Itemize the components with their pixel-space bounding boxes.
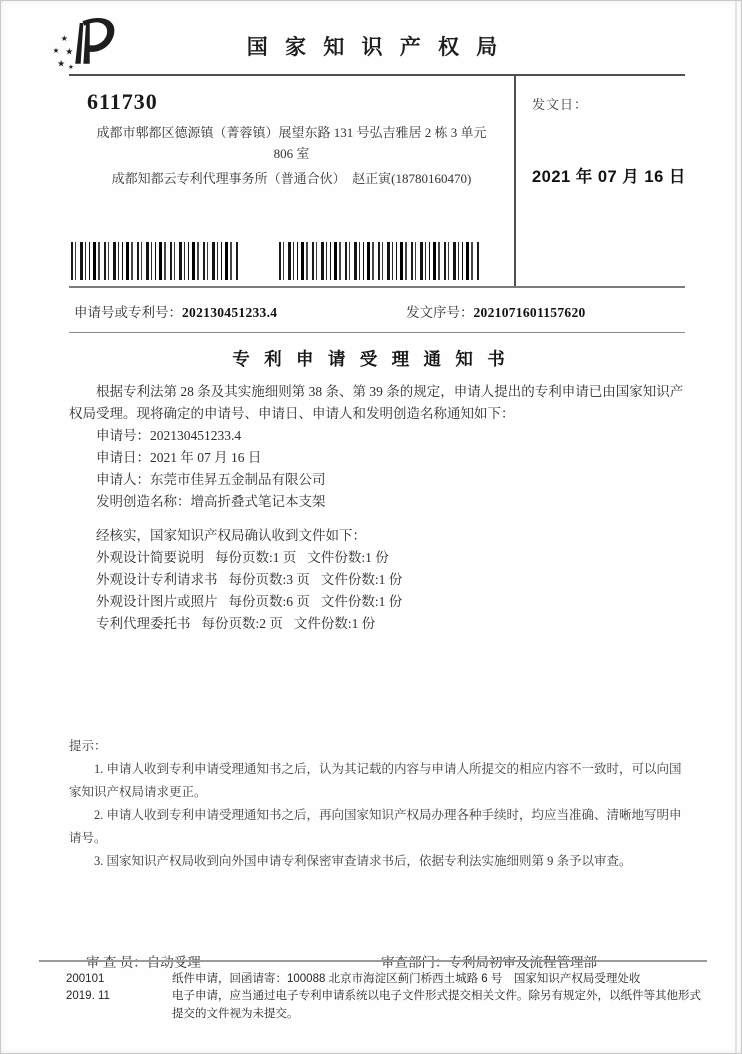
document-footer [39, 960, 707, 1024]
cnipa-logo-icon [49, 13, 125, 71]
file-copies: 文件份数:1 份 [320, 594, 403, 609]
field-application-date [69, 447, 685, 469]
file-name: 外观设计图片或照片 [96, 594, 218, 609]
received-files-intro: 经核实，国家知识产权局确认收到文件如下： [96, 528, 366, 543]
tip-item: 2. 申请人收到专利申请受理通知书之后，再向国家知识产权局办理各种手续时，均应当准确、清晰地写明申请号。 [69, 808, 682, 845]
serial-number-label: 发文序号： [406, 305, 474, 320]
notice-title: 专 利 申 请 受 理 通 知 书 [232, 349, 510, 369]
issue-date-value: 2021 年 07 月 16 日 [532, 168, 686, 186]
top-section [69, 74, 685, 288]
address-line-2: 806 室 [273, 146, 310, 161]
file-copies: 文件份数:1 份 [293, 616, 376, 631]
examiner-label: 审 查 员： [86, 955, 147, 970]
received-file-row [69, 547, 685, 569]
field-label: 发明创造名称： [96, 494, 191, 509]
serial-number [406, 301, 586, 321]
intro-paragraph: 根据专利法第 28 条及其实施细则第 38 条、第 39 条的规定，申请人提出的专利申请已由国家知识产权局受理。现将确定的申请号、申请日、申请人和发明创造名称通知如下： [69, 384, 684, 421]
file-name: 外观设计简要说明 [96, 550, 204, 565]
org-title: 国 家 知 识 产 权 局 [246, 35, 504, 59]
footer-form-codes [66, 971, 132, 1024]
field-label: 申请日： [96, 450, 150, 465]
field-value: 东莞市佳昇五金制品有限公司 [150, 472, 326, 487]
department-label: 审查部门： [381, 955, 449, 970]
department-value: 专利局初审及流程管理部 [448, 955, 597, 970]
field-application-no [69, 425, 685, 447]
issue-date-label: 发文日： [532, 97, 589, 112]
field-value: 增高折叠式笔记本支架 [190, 494, 326, 509]
svg-text:★: ★ [52, 46, 60, 55]
application-number-value: 202130451233.4 [182, 305, 278, 320]
barcode-icon [71, 242, 239, 280]
file-name: 外观设计专利请求书 [96, 572, 218, 587]
file-pages: 每份页数:2 页 [201, 616, 283, 631]
field-label: 申请号： [96, 428, 150, 443]
notice-body [69, 381, 685, 635]
svg-text:★: ★ [65, 46, 74, 57]
file-pages: 每份页数:1 页 [215, 550, 297, 565]
tips-section [69, 735, 691, 873]
file-copies: 文件份数:1 份 [320, 572, 403, 587]
tip-item: 3. 国家知识产权局收到向外国申请专利保密审查请求书后，依据专利法实施细则第 9 条予以审查。 [94, 854, 632, 868]
barcode-group [71, 242, 479, 280]
agency-line: 成都知都云专利代理事务所（普通合伙） 赵正寅(18780160470) [111, 171, 472, 186]
application-number [74, 301, 406, 321]
form-code-date: 2019. 11 [66, 990, 110, 1002]
numbers-row [69, 288, 685, 333]
recipient-address-block [69, 76, 514, 286]
received-file-row [69, 569, 685, 591]
field-label: 申请人： [96, 472, 150, 487]
file-pages: 每份页数:6 页 [228, 594, 310, 609]
footer-electronic-line: 电子申请，应当通过电子专利申请系统以电子文件形式提交相关文件。除另有规定外，以纸件等其他形式提交的文件视为未提交。 [172, 990, 701, 1020]
field-applicant [69, 469, 685, 491]
svg-text:★: ★ [60, 34, 69, 44]
footer-paper-line: 纸件申请，回函请寄：100088 北京市海淀区蓟门桥西土城路 6 号 国家知识产权局受理处收 [172, 972, 641, 985]
svg-text:★: ★ [57, 58, 66, 69]
file-pages: 每份页数:3 页 [228, 572, 310, 587]
received-file-row [69, 591, 685, 613]
field-value: 202130451233.4 [150, 428, 242, 443]
svg-text:★: ★ [67, 64, 74, 71]
field-value: 2021 年 07 月 16 日 [150, 450, 262, 465]
form-code: 200101 [66, 972, 105, 985]
postal-code: 611730 [87, 89, 158, 114]
serial-number-value: 2021071601157620 [473, 305, 586, 320]
file-name: 专利代理委托书 [96, 616, 191, 631]
issue-date-box [514, 76, 685, 286]
received-file-row [69, 613, 685, 635]
field-invention-name [69, 491, 685, 513]
address-line-1: 成都市郫都区德源镇（菁蓉镇）展望东路 131 号弘吉雅居 2 栋 3 单元 [96, 125, 487, 140]
application-number-label: 申请号或专利号： [74, 305, 182, 320]
examiner-value: 自动受理 [146, 955, 201, 970]
footer-instructions [132, 971, 707, 1024]
file-copies: 文件份数:1 份 [307, 550, 389, 565]
document-header [1, 1, 741, 74]
tip-item: 1. 申请人收到专利申请受理通知书之后，认为其记载的内容与申请人所提交的相应内容不一致时，可以向国家知识产权局请求更正。 [69, 762, 682, 799]
barcode-icon [279, 242, 479, 280]
tips-label: 提示： [69, 739, 107, 753]
